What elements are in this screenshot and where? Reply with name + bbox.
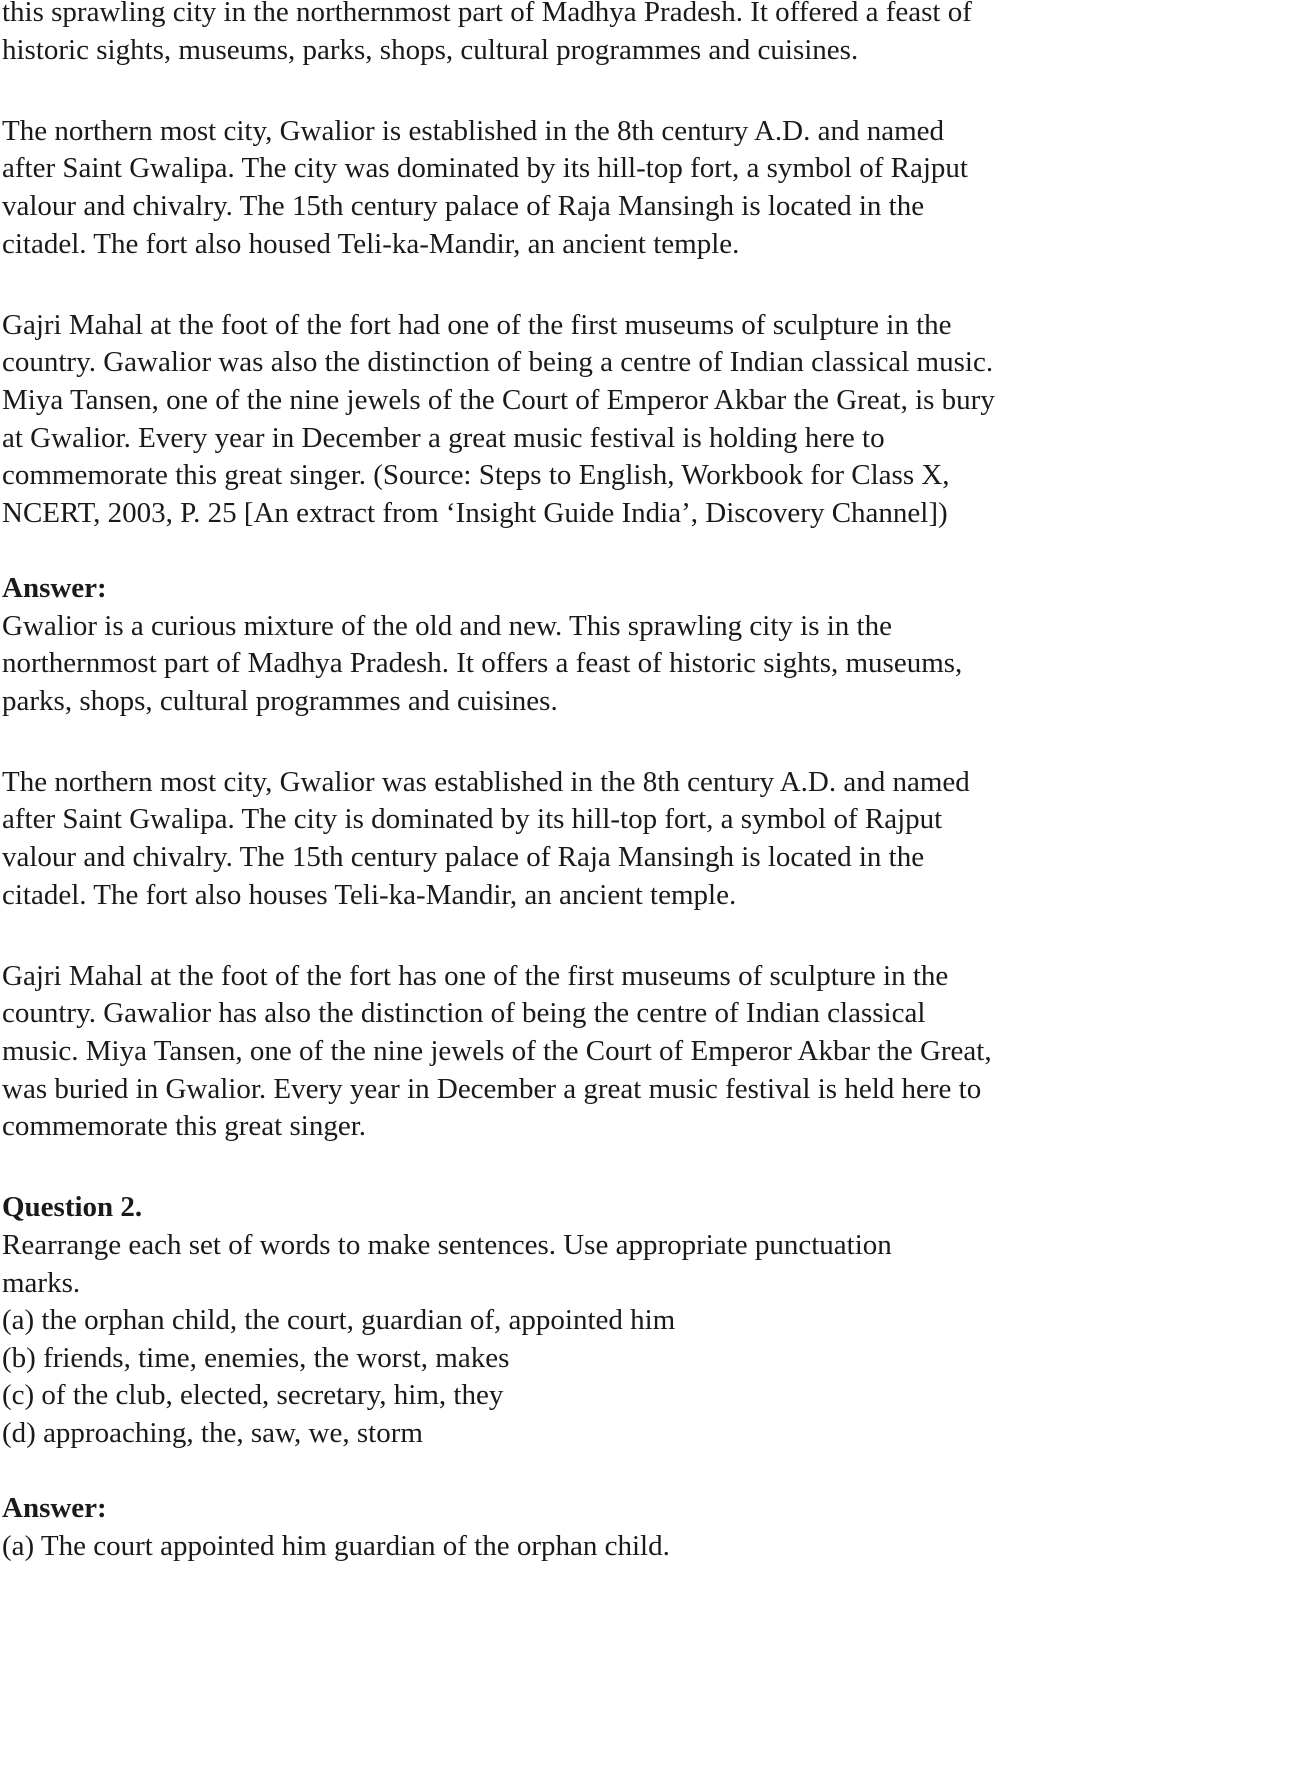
text-line: Miya Tansen, one of the nine jewels of the Court of Emperor Akbar the Great, is bury	[2, 383, 995, 416]
text-line: Gwalior is a curious mixture of the old and new. This sprawling city is in the	[2, 609, 892, 642]
text-line: valour and chivalry. The 15th century palace of Raja Mansingh is located in the	[2, 189, 925, 222]
text-line: valour and chivalry. The 15th century palace of Raja Mansingh is located in the	[2, 841, 925, 874]
text-line: marks.	[2, 1266, 81, 1299]
text-line: Rearrange each set of words to make sentences. Use appropriate punctuation	[2, 1229, 892, 1261]
answer-heading: Answer:	[2, 1492, 107, 1525]
passage-paragraph	[2, 0, 995, 69]
answer-paragraph	[2, 764, 995, 914]
list-item: (c) of the club, elected, secretary, him, they	[2, 1379, 504, 1412]
text-line: historic sights, museums, parks, shops, cultural programmes and cuisines.	[2, 33, 859, 66]
text-line: Gajri Mahal at the foot of the fort had one of the first museums of sculpture in the	[2, 308, 952, 341]
text-line: commemorate this great singer.	[2, 1110, 367, 1143]
text-line: country. Gawalior has also the distinction of being the centre of Indian classical	[2, 997, 926, 1030]
text-line: citadel. The fort also houses Teli-ka-Mandir, an ancient temple.	[2, 878, 737, 911]
question-heading: Question 2.	[2, 1191, 143, 1224]
text-line: citadel. The fort also housed Teli-ka-Mandir, an ancient temple.	[2, 227, 740, 260]
question-2	[2, 1189, 995, 1452]
list-item: (d) approaching, the, saw, we, storm	[2, 1416, 423, 1449]
passage-paragraph	[2, 307, 995, 533]
text-line: Gajri Mahal at the foot of the fort has one of the first museums of sculpture in the	[2, 959, 949, 992]
text-line: music. Miya Tansen, one of the nine jewels of the Court of Emperor Akbar the Great,	[2, 1035, 992, 1068]
passage-paragraph	[2, 113, 995, 263]
text-line: northernmost part of Madhya Pradesh. It offers a feast of historic sights, museums,	[2, 647, 963, 680]
text-line: this sprawling city in the northernmost part of Madhya Pradesh. It offered a feast of	[2, 0, 972, 28]
answer-paragraph	[2, 958, 995, 1146]
text-line: after Saint Gwalipa. The city is dominated by its hill-top fort, a symbol of Rajput	[2, 803, 943, 836]
answer-heading: Answer:	[2, 571, 107, 604]
text-line: at Gwalior. Every year in December a great music festival is holding here to	[2, 421, 885, 454]
text-line: commemorate this great singer. (Source: Steps to English, Workbook for Class X,	[2, 459, 950, 492]
text-line: The northern most city, Gwalior was established in the 8th century A.D. and named	[2, 765, 970, 798]
text-line: was buried in Gwalior. Every year in December a great music festival is held here to	[2, 1072, 982, 1105]
text-line: parks, shops, cultural programmes and cuisines.	[2, 684, 558, 717]
text-line: NCERT, 2003, P. 25 [An extract from ‘Insight Guide India’, Discovery Channel])	[2, 496, 948, 529]
answer-2	[2, 1490, 995, 1565]
list-item: (a) The court appointed him guardian of the orphan child.	[2, 1529, 670, 1562]
text-line: The northern most city, Gwalior is established in the 8th century A.D. and named	[2, 114, 945, 147]
text-line: country. Gawalior was also the distinction of being a centre of Indian classical music.	[2, 346, 994, 379]
list-item: (a) the orphan child, the court, guardian of, appointed him	[2, 1304, 676, 1337]
text-line: after Saint Gwalipa. The city was dominated by its hill-top fort, a symbol of Rajput	[2, 152, 968, 185]
list-item: (b) friends, time, enemies, the worst, makes	[2, 1341, 510, 1374]
answer-1	[2, 570, 995, 720]
document-page	[2, 0, 995, 1609]
